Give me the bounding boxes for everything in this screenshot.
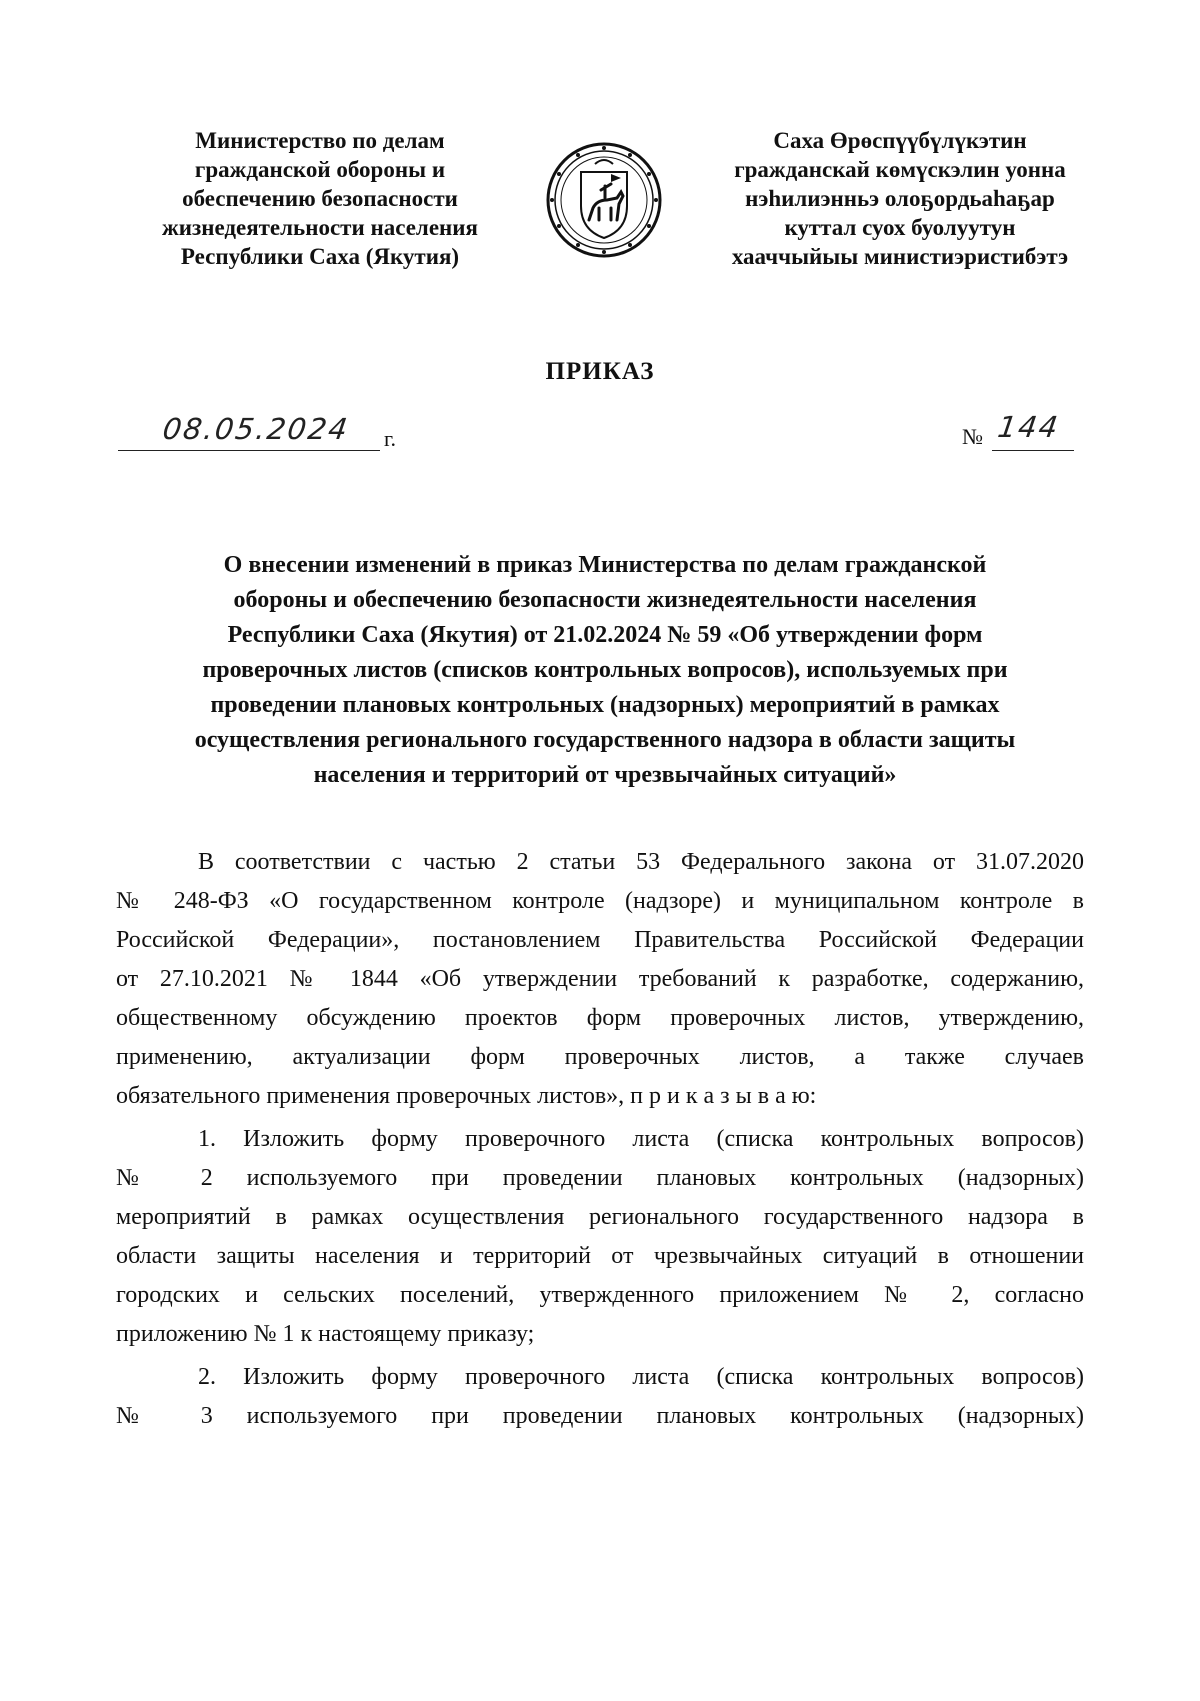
org-ru-line-4: жизнедеятельности населения xyxy=(162,215,478,240)
sakha-coat-of-arms-icon xyxy=(545,134,663,266)
body-line: № 3 используемого при проведении плановых контрольных (надзорных) xyxy=(116,1403,1084,1429)
body-line: применению, актуализации форм проверочных листов, а также случаев xyxy=(116,1044,1084,1070)
org-ru-line-2: гражданской обороны и xyxy=(194,157,446,182)
org-ru-line-3: обеспечению безопасности xyxy=(182,186,458,211)
org-ru-line-1: Министерство по делам xyxy=(195,128,445,153)
body-line: от 27.10.2021 № 1844 «Об утверждении требований к разработке, содержанию, xyxy=(116,966,1084,992)
item-2-paragraph xyxy=(116,1358,1084,1436)
org-ru-line-5: Республики Саха (Якутия) xyxy=(180,244,460,269)
organization-name-sakha xyxy=(690,126,1110,271)
org-sah-line-4: куттал суох буолуутун xyxy=(784,215,1016,240)
preamble-paragraph xyxy=(116,843,1084,1116)
order-subject-heading xyxy=(130,548,1080,793)
body-line: В соответствии с частью 2 статьи 53 Федерального закона от 31.07.2020 xyxy=(198,849,1084,875)
subject-line: населения и территорий от чрезвычайных ситуаций» xyxy=(313,762,897,788)
document-title: ПРИКАЗ xyxy=(545,358,655,385)
subject-line: Республики Саха (Якутия) от 21.02.2024 № 59 «Об утверждении форм xyxy=(227,622,983,648)
body-line: № 2 используемого при проведении плановых контрольных (надзорных) xyxy=(116,1165,1084,1191)
body-line: городских и сельских поселений, утвержденного приложением № 2, согласно xyxy=(116,1282,1084,1308)
body-line: общественному обсуждению проектов форм проверочных листов, утверждению, xyxy=(116,1005,1084,1031)
order-number-field xyxy=(992,410,1074,451)
year-suffix: г. xyxy=(384,426,397,451)
body-line: № 248-ФЗ «О государственном контроле (надзоре) и муниципальном контроле в xyxy=(116,888,1084,914)
subject-line: осуществления регионального государственного надзора в области защиты xyxy=(194,727,1016,753)
handwritten-order-number: 144 xyxy=(995,410,1062,444)
body-line: приложению № 1 к настоящему приказу; xyxy=(116,1321,535,1347)
subject-line: О внесении изменений в приказ Министерства по делам гражданской xyxy=(223,552,987,578)
org-sah-line-1: Саха Өрөспүүбүлүкэтин xyxy=(773,128,1027,153)
order-number-label: № xyxy=(962,424,983,449)
body-line: области защиты населения и территорий от чрезвычайных ситуаций в отношении xyxy=(116,1243,1084,1269)
org-sah-line-2: гражданскай көмүскэлин уонна xyxy=(734,157,1066,182)
letterhead xyxy=(0,126,1200,296)
org-sah-line-3: нэһилиэнньэ олоҕордьаһаҕар xyxy=(745,186,1055,211)
body-line: 2. Изложить форму проверочного листа (списка контрольных вопросов) xyxy=(198,1364,1084,1390)
subject-line: проведении плановых контрольных (надзорных) мероприятий в рамках xyxy=(210,692,1000,718)
org-sah-line-5: хааччыйыы министиэристибэтэ xyxy=(731,244,1069,269)
subject-line: проверочных листов (списков контрольных вопросов), используемых при xyxy=(202,657,1008,683)
order-date-number-row xyxy=(0,410,1200,460)
body-line: Российской Федерации», постановлением Правительства Российской Федерации xyxy=(116,927,1084,953)
body-line: обязательного применения проверочных листов», п р и к а з ы в а ю: xyxy=(116,1083,817,1109)
item-1-paragraph xyxy=(116,1120,1084,1354)
subject-line: обороны и обеспечению безопасности жизнедеятельности населения xyxy=(233,587,977,613)
handwritten-date: 08.05.2024 xyxy=(160,412,352,446)
order-body xyxy=(116,843,1084,1436)
body-line: 1. Изложить форму проверочного листа (списка контрольных вопросов) xyxy=(198,1126,1084,1152)
organization-name-russian xyxy=(130,126,510,271)
body-line: мероприятий в рамках осуществления регионального государственного надзора в xyxy=(116,1204,1084,1230)
order-date-field xyxy=(118,410,380,451)
